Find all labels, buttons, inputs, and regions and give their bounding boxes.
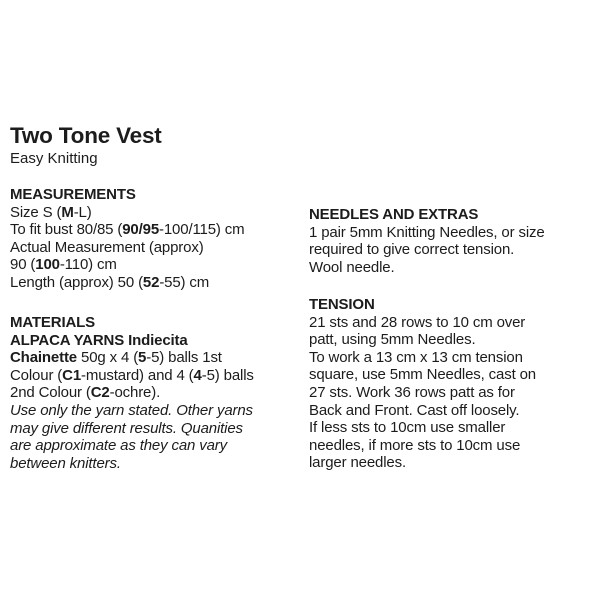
page-subtitle: Easy Knitting [10,150,98,167]
bold-text: 5 [138,349,147,367]
text-line [10,204,300,222]
text-line [309,454,599,472]
text-line [309,402,599,420]
text-run: patt, using 5mm Needles. [309,331,476,349]
bold-text: 100 [35,256,60,274]
text-line [10,332,300,350]
tension-body [309,314,599,472]
bold-text: ALPACA YARNS Indiecita [10,331,188,349]
text-run: -55) cm [159,273,210,291]
text-run: -mustard) and 4 ( [81,366,194,384]
text-run: -L) [73,203,92,221]
tension-heading: TENSION [309,296,375,313]
bold-text: M [61,203,74,221]
text-line [309,437,599,455]
page-title: Two Tone Vest [10,123,162,148]
needles-heading: NEEDLES AND EXTRAS [309,206,479,223]
text-run: -5) balls [201,366,254,384]
text-line [10,402,300,420]
text-line [309,331,599,349]
text-line [10,274,300,292]
materials-heading: MATERIALS [10,314,96,331]
text-line [309,366,599,384]
text-run: To fit bust 80/85 ( [10,221,123,239]
text-run: Back and Front. Cast off loosely. [309,401,520,419]
text-run: Wool needle. [309,258,395,276]
text-run: -5) balls 1st [146,349,222,367]
text-run: 50g x 4 ( [77,349,139,367]
text-line [10,384,300,402]
bold-text: C2 [90,384,110,402]
text-line [10,367,300,385]
text-run: larger needles. [309,454,406,472]
text-run: Size S ( [10,203,62,221]
text-run: 21 sts and 28 rows to 10 cm over [309,313,526,331]
measurements-section [10,186,300,292]
needles-section [309,206,599,276]
text-line [10,256,300,274]
text-line [10,349,300,367]
text-line [309,419,599,437]
text-line [309,349,599,367]
text-line [10,437,300,455]
text-run: needles, if more sts to 10cm use [309,436,521,454]
text-run: If less sts to 10cm use smaller [309,419,506,437]
italic-text: between knitters. [10,454,121,472]
measurements-heading: MEASUREMENTS [10,186,136,203]
bold-text: Chainette [10,349,77,367]
bold-text: 4 [193,366,202,384]
text-run: 2nd Colour ( [10,384,91,402]
italic-text: Use only the yarn stated. Other yarns [10,401,253,419]
italic-text: are approximate as they can vary [10,437,227,455]
text-line [10,239,300,257]
text-line [10,221,300,239]
text-line [10,455,300,473]
text-run: square, use 5mm Needles, cast on [309,366,536,384]
tension-section [309,296,599,472]
text-run: 27 sts. Work 36 rows patt as for [309,383,515,401]
materials-body [10,332,300,473]
text-run: -110) cm [59,256,117,274]
text-run: -ochre). [109,384,161,402]
text-run: -100/115) cm [159,221,245,239]
text-line [309,241,599,259]
text-run: Colour ( [10,366,63,384]
needles-body [309,224,599,277]
materials-section [10,314,300,472]
text-line [309,384,599,402]
text-run: 90 ( [10,256,36,274]
text-run: To work a 13 cm x 13 cm tension [309,348,523,366]
text-run: Length (approx) 50 ( [10,273,143,291]
text-run: Actual Measurement (approx) [10,238,204,256]
italic-text: may give different results. Quanities [10,419,243,437]
text-run: 1 pair 5mm Knitting Needles, or size [309,223,545,241]
text-line [309,314,599,332]
bold-text: C1 [62,366,82,384]
text-line [309,224,599,242]
text-run: required to give correct tension. [309,241,515,259]
text-line [309,259,599,277]
text-line [10,420,300,438]
bold-text: 90/95 [122,221,160,239]
bold-text: 52 [142,273,160,291]
measurements-body [10,204,300,292]
